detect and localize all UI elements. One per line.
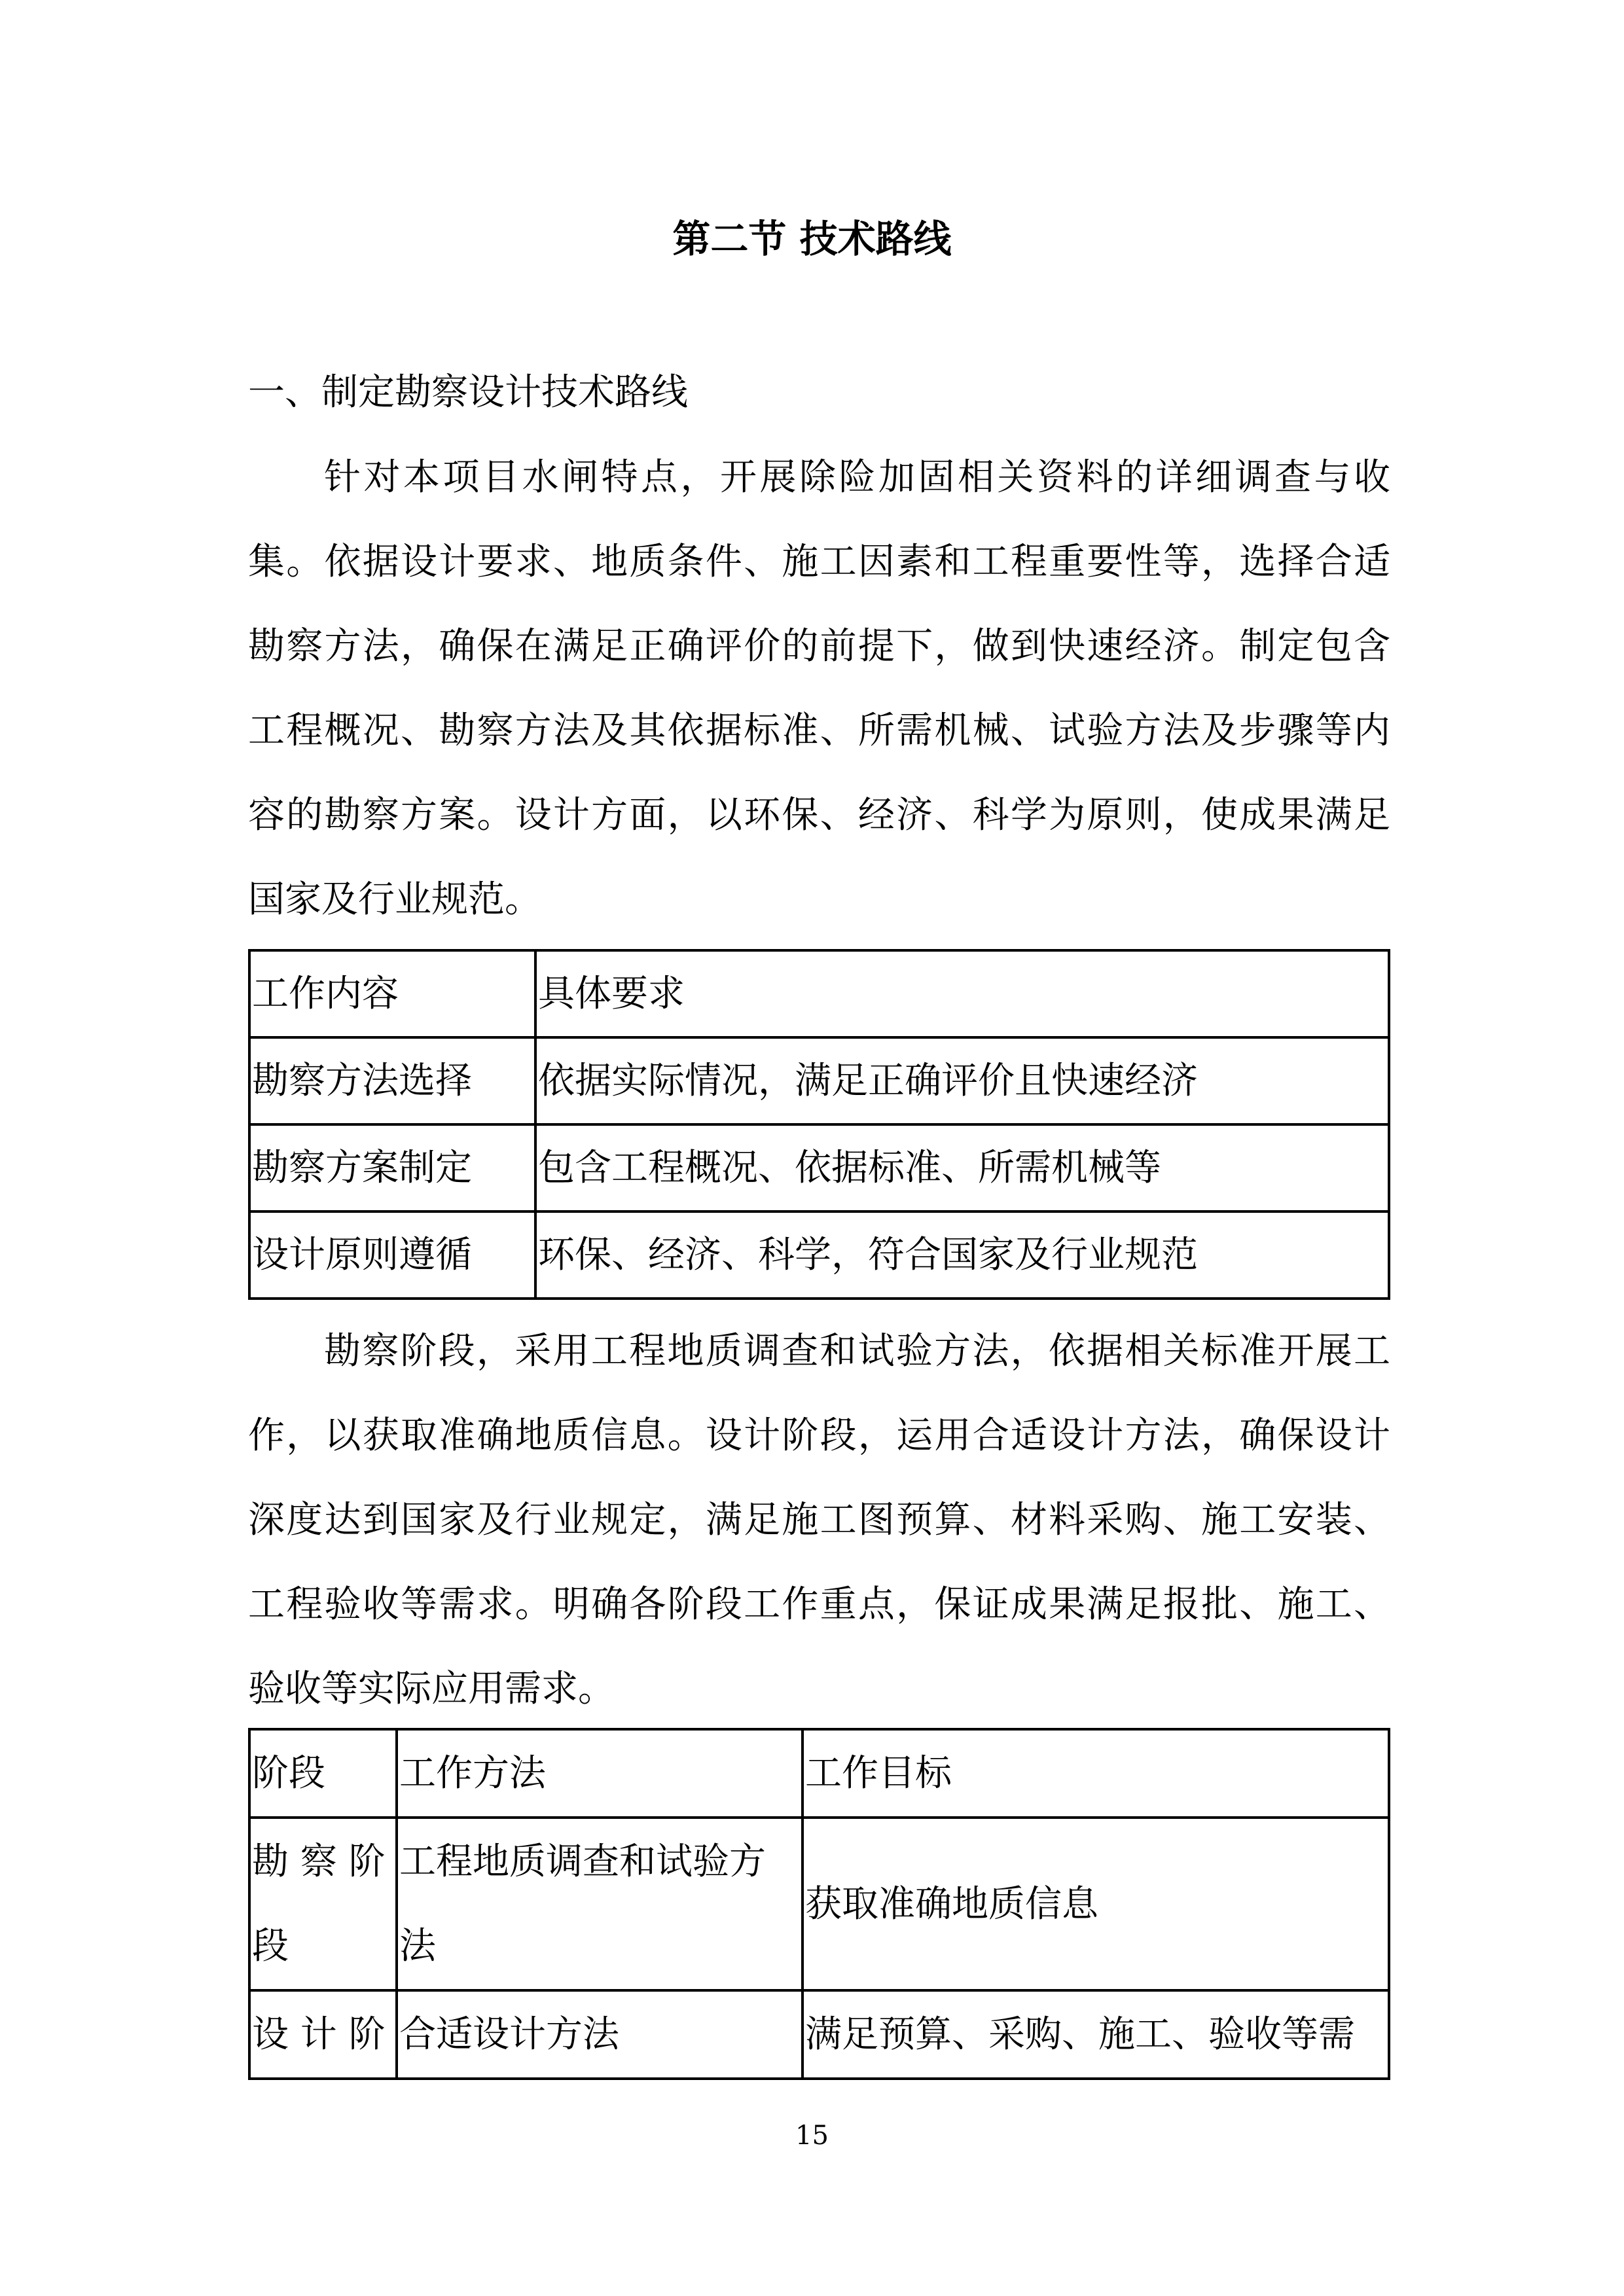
- paragraph-line: 验收等实际应用需求。: [248, 1668, 615, 1710]
- table-cell: 满足预算、采购、施工、验收等需: [803, 1990, 1389, 2079]
- paragraph-line: 针对本项目水闸特点，开展除险加固相关资料的详细调查与收: [324, 456, 1390, 499]
- table-cell: 设 计 阶: [249, 1990, 397, 2079]
- table-cell: 环保、经济、科学，符合国家及行业规范: [535, 1211, 1389, 1299]
- subsection-heading: 一、制定勘察设计技术路线: [248, 371, 688, 414]
- table-row: [249, 1818, 1389, 1990]
- paragraph-line: 勘察阶段，采用工程地质调查和试验方法，依据相关标准开展工: [324, 1330, 1390, 1372]
- paragraph-line: 国家及行业规范。: [248, 878, 541, 921]
- table-cell: 勘察方案制定: [249, 1124, 535, 1211]
- table-header-cell: 工作方法: [397, 1729, 803, 1818]
- table-header-cell: 具体要求: [535, 950, 1389, 1037]
- table-header-cell: 工作目标: [803, 1729, 1389, 1818]
- stage-methods-table: [248, 1728, 1390, 2080]
- work-requirements-table: [248, 949, 1390, 1300]
- table-cell: 包含工程概况、依据标准、所需机械等: [535, 1124, 1389, 1211]
- paragraph-line: 工程概况、勘察方法及其依据标准、所需机械、试验方法及步骤等内: [248, 709, 1390, 752]
- table-cell: 设计原则遵循: [249, 1211, 535, 1299]
- table-row: [249, 1037, 1389, 1124]
- table-header-cell: 工作内容: [249, 950, 535, 1037]
- table-cell: 勘察方法选择: [249, 1037, 535, 1124]
- table-cell: 勘 察 阶段: [249, 1818, 397, 1990]
- table-row: [249, 1990, 1389, 2079]
- paragraph-line: 容的勘察方案。设计方面，以环保、经济、科学为原则，使成果满足: [248, 794, 1390, 836]
- table-header-row: [249, 1729, 1389, 1818]
- table-cell: 工程地质调查和试验方法: [397, 1818, 803, 1990]
- table-header-row: [249, 950, 1389, 1037]
- paragraph-1: [248, 435, 1390, 942]
- paragraph-line: 勘察方法，确保在满足正确评价的前提下，做到快速经济。制定包含: [248, 625, 1390, 668]
- table-cell: 依据实际情况，满足正确评价且快速经济: [535, 1037, 1389, 1124]
- table-row: [249, 1124, 1389, 1211]
- table-row: [249, 1211, 1389, 1299]
- paragraph-2: [248, 1309, 1390, 1731]
- paragraph-line: 作，以获取准确地质信息。设计阶段，运用合适设计方法，确保设计: [248, 1414, 1390, 1457]
- paragraph-line: 工程验收等需求。明确各阶段工作重点，保证成果满足报批、施工、: [248, 1583, 1390, 1626]
- paragraph-line: 深度达到国家及行业规定，满足施工图预算、材料采购、施工安装、: [248, 1499, 1390, 1541]
- table-cell: 获取准确地质信息: [803, 1818, 1389, 1990]
- section-title: 第二节 技术路线: [672, 217, 952, 261]
- page-number: 15: [795, 2121, 829, 2151]
- paragraph-line: 集。依据设计要求、地质条件、施工因素和工程重要性等，选择合适: [248, 541, 1390, 583]
- table-cell: 合适设计方法: [397, 1990, 803, 2079]
- table-header-cell: 阶段: [249, 1729, 397, 1818]
